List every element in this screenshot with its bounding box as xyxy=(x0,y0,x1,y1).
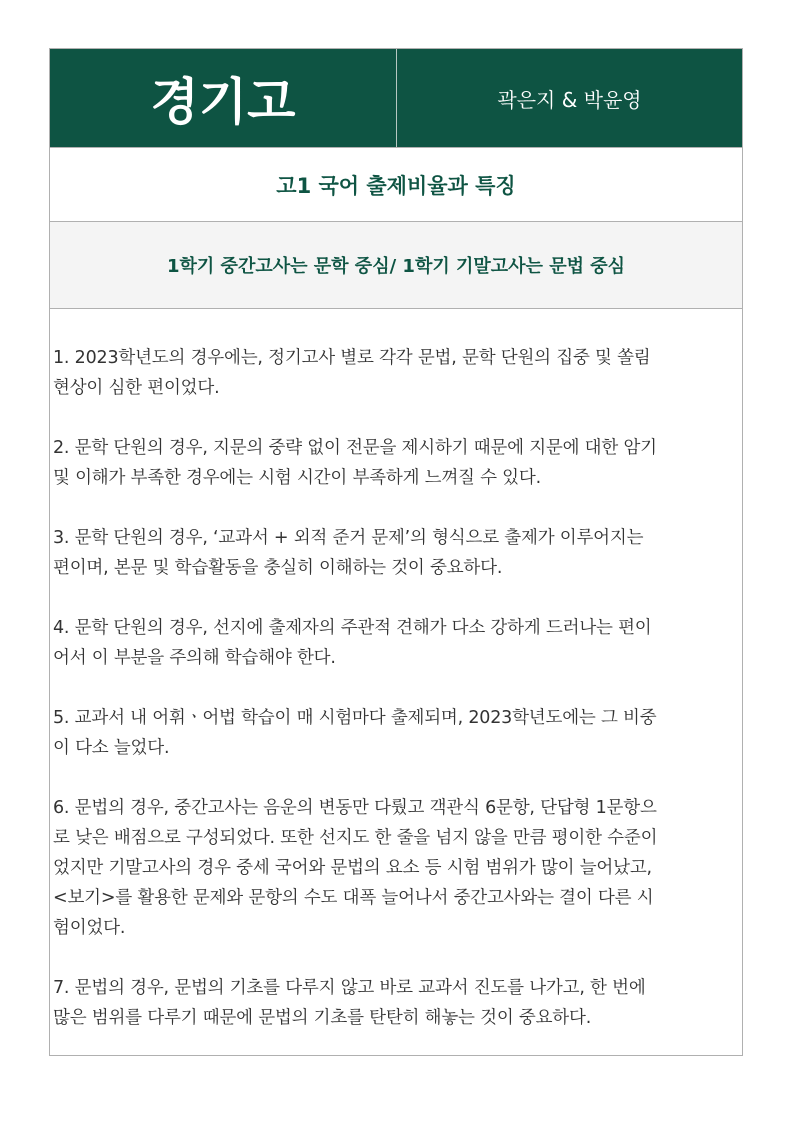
document-card xyxy=(49,48,743,1056)
authors: 곽은지 & 박윤영 xyxy=(497,87,642,112)
header-bar xyxy=(50,49,742,148)
list-item: 2. 문학 단원의 경우, 지문의 중략 없이 전문을 제시하기 때문에 지문에 대한 암기 및 이해가 부족한 경우에는 시험 시간이 부족하게 느껴질 수 있다. xyxy=(53,438,657,488)
list-item: 1. 2023학년도의 경우에는, 정기고사 별로 각각 문법, 문학 단원의 집중 및 쏠림 현상이 심한 편이었다. xyxy=(53,348,651,398)
subject-title: 고1 국어 출제비율과 특징 xyxy=(50,148,742,222)
list-item: 7. 문법의 경우, 문법의 기초를 다루지 않고 바로 교과서 진도를 나가고, 한 번에 많은 범위를 다루기 때문에 문법의 기초를 탄탄히 해놓는 것이 중요하다. xyxy=(53,978,646,1028)
list-item: 3. 문학 단원의 경우, ‘교과서 + 외적 준거 문제’의 형식으로 출제가 이루어지는 편이며, 본문 및 학습활동을 충실히 이해하는 것이 중요하다. xyxy=(53,528,644,578)
list-item: 5. 교과서 내 어휘ㆍ어법 학습이 매 시험마다 출제되며, 2023학년도에는 그 비중 이 다소 늘었다. xyxy=(53,708,657,758)
school-name: 경기고 xyxy=(50,49,397,147)
list-item: 4. 문학 단원의 경우, 선지에 출제자의 주관적 견해가 다소 강하게 드러나는 편이 어서 이 부분을 주의해 학습해야 한다. xyxy=(53,618,652,668)
item-list xyxy=(50,309,742,1033)
list-item: 6. 문법의 경우, 중간고사는 음운의 변동만 다뤘고 객관식 6문항, 단답형 1문항으 로 낮은 배점으로 구성되었다. 또한 선지도 한 줄을 넘지 않을 만큼 평이한 수준이 었지만 기말고사의 경우 중세 국어와 문법의 요소 등 시험 범위가 많이 늘어났고, <보기>를 활용한 문제와 문항의 수도 대폭 늘어나서 중간고사와는 결이 다른 시 험이었다. xyxy=(53,798,658,938)
focus-line: 1학기 중간고사는 문학 중심/ 1학기 기말고사는 문법 중심 xyxy=(50,222,742,309)
